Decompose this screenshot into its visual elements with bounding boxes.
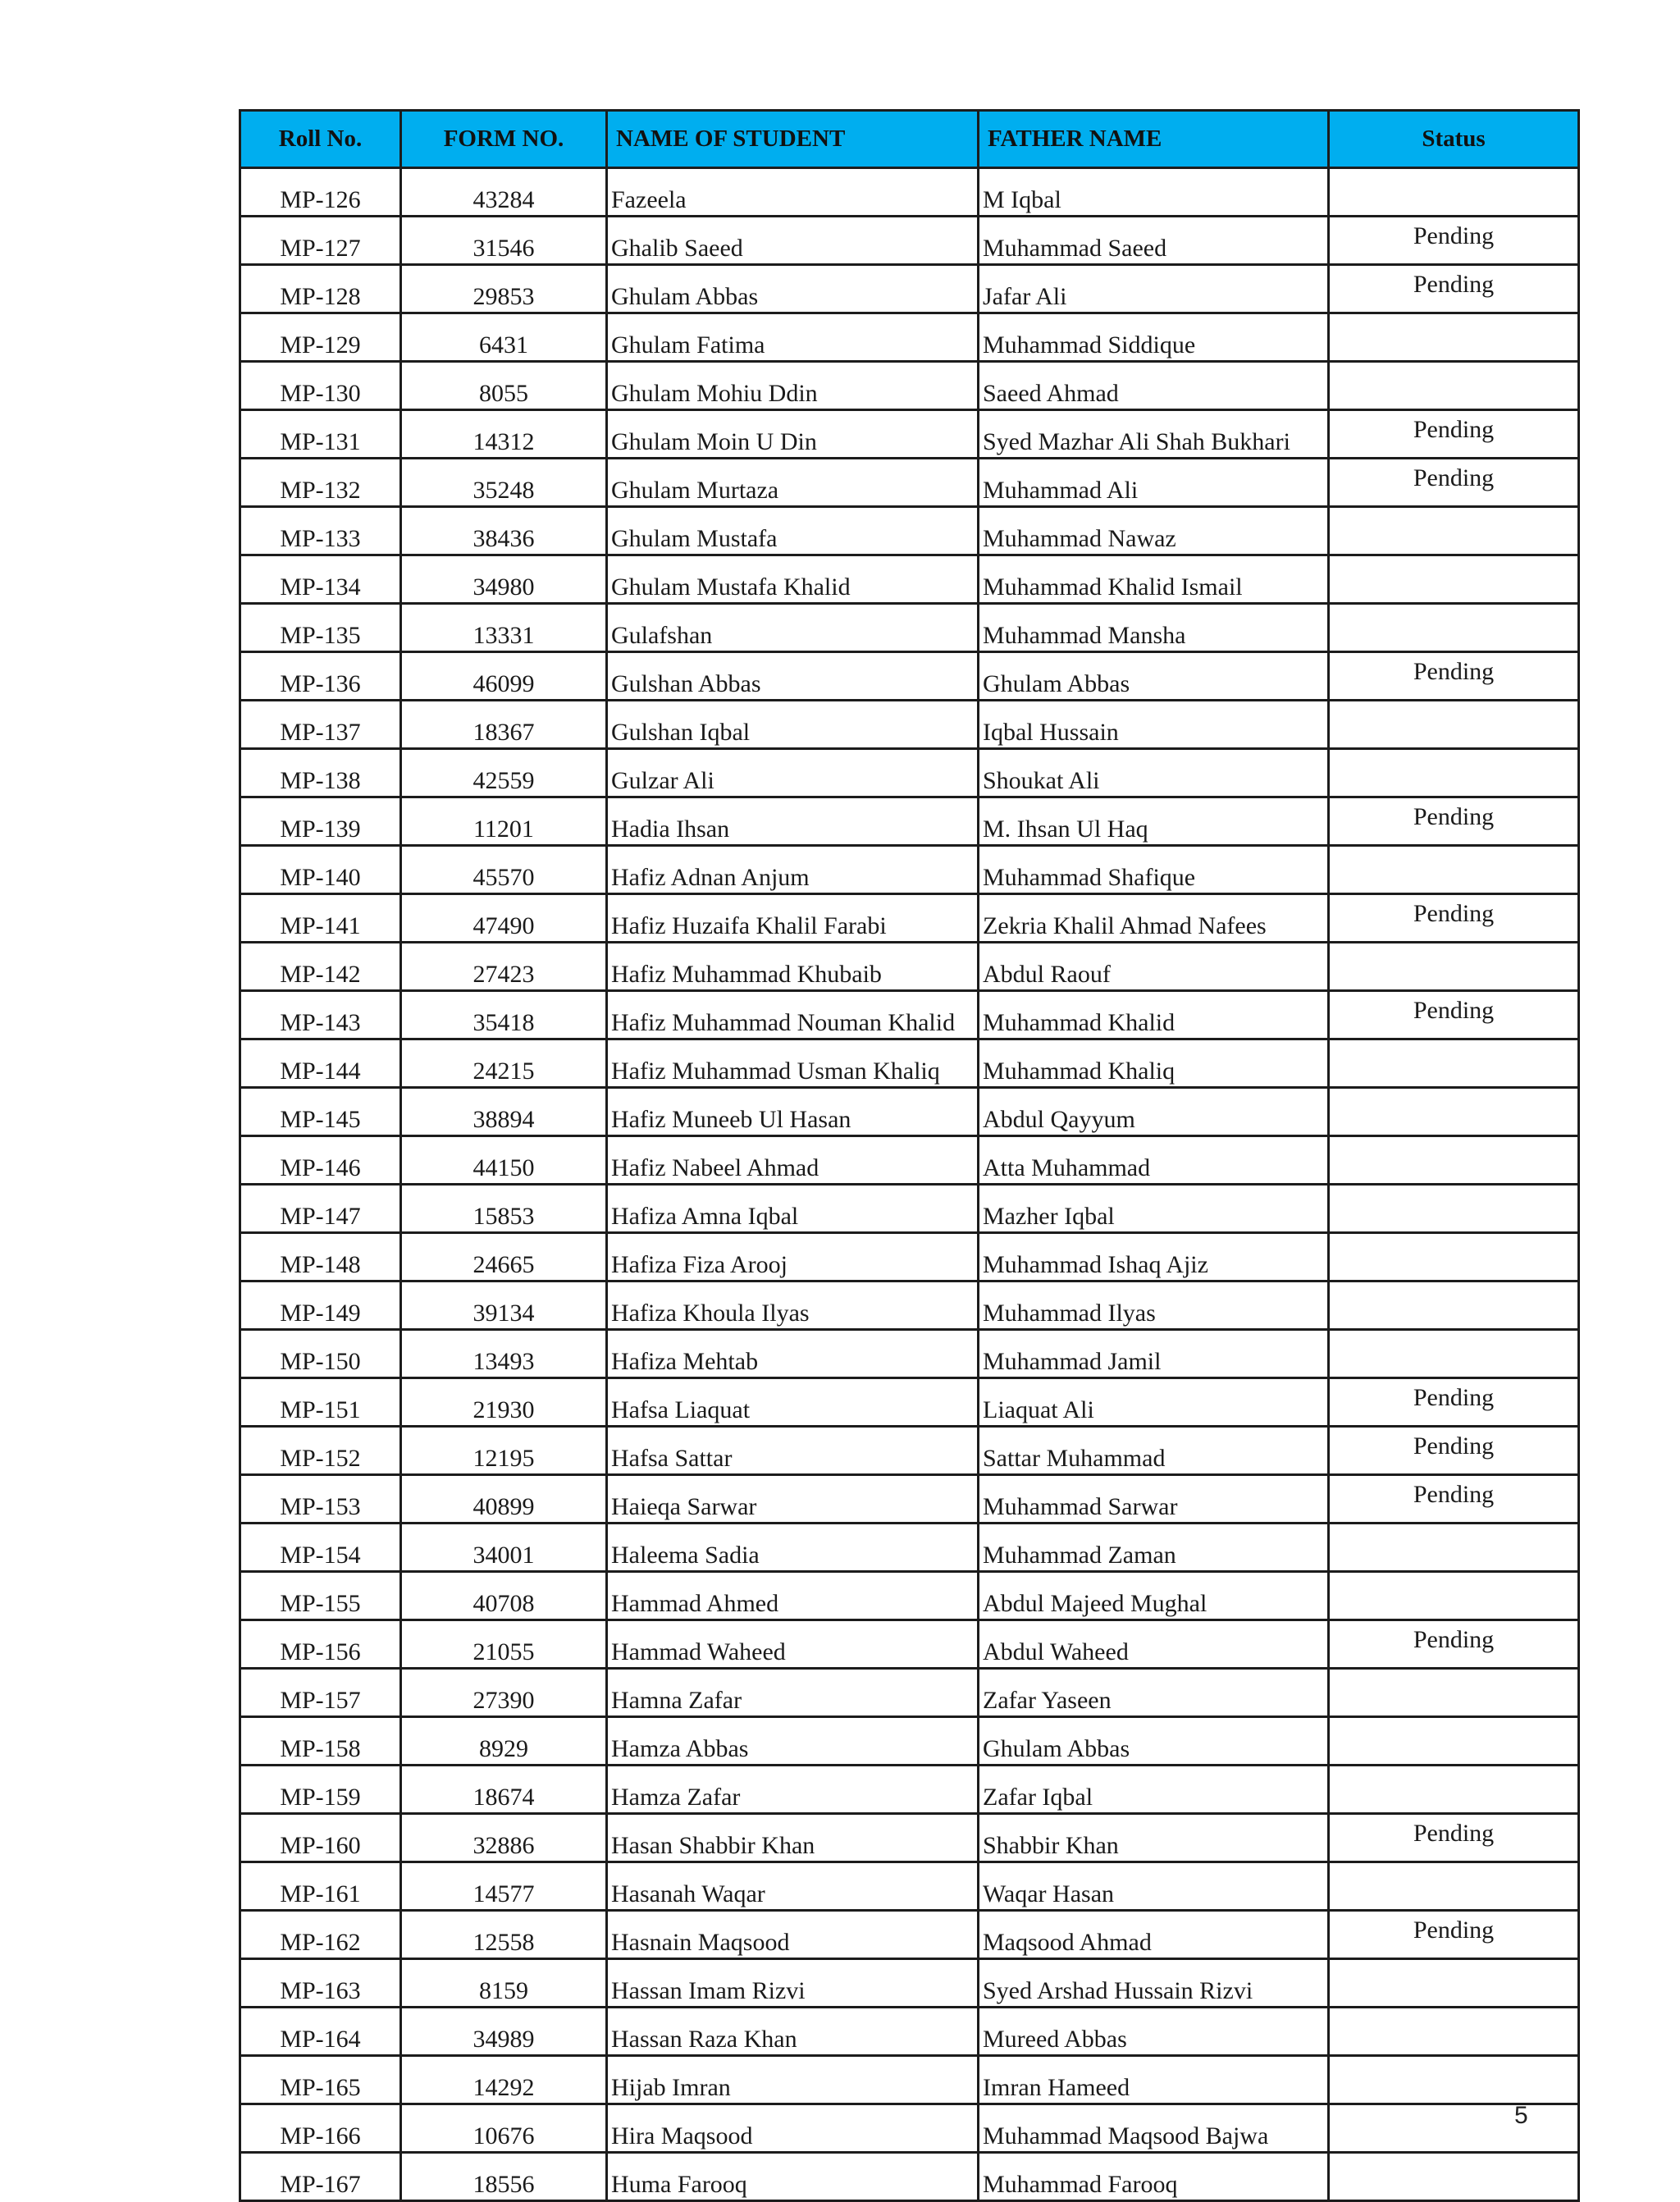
status-cell bbox=[1329, 1185, 1579, 1233]
roll-no-cell: MP-150 bbox=[240, 1330, 401, 1378]
status-cell: Pending bbox=[1329, 1378, 1579, 1427]
father-name-cell: Zafar Yaseen bbox=[979, 1669, 1329, 1717]
student-name-cell: Hadia Ihsan bbox=[607, 797, 979, 846]
status-cell bbox=[1329, 313, 1579, 362]
form-no-cell: 34980 bbox=[401, 555, 607, 604]
student-name-cell: Hafiza Mehtab bbox=[607, 1330, 979, 1378]
status-cell: Pending bbox=[1329, 410, 1579, 459]
status-cell bbox=[1329, 1136, 1579, 1185]
form-no-cell: 32886 bbox=[401, 1814, 607, 1862]
form-no-cell: 39134 bbox=[401, 1281, 607, 1330]
form-no-cell: 13493 bbox=[401, 1330, 607, 1378]
student-name-cell: Gulshan Abbas bbox=[607, 652, 979, 701]
student-name-cell: Hammad Waheed bbox=[607, 1620, 979, 1669]
student-name-cell: Ghulam Murtaza bbox=[607, 459, 979, 507]
status-cell: Pending bbox=[1329, 797, 1579, 846]
student-name-cell: Ghulam Fatima bbox=[607, 313, 979, 362]
roll-no-cell: MP-137 bbox=[240, 701, 401, 749]
father-name-cell: Zafar Iqbal bbox=[979, 1766, 1329, 1814]
form-no-cell: 45570 bbox=[401, 846, 607, 894]
roll-no-cell: MP-151 bbox=[240, 1378, 401, 1427]
roll-no-cell: MP-129 bbox=[240, 313, 401, 362]
father-name-cell: Muhammad Khalid bbox=[979, 991, 1329, 1039]
student-name-cell: Ghulam Mustafa Khalid bbox=[607, 555, 979, 604]
father-name-cell: Abdul Waheed bbox=[979, 1620, 1329, 1669]
table-row bbox=[240, 2056, 1579, 2104]
form-no-cell: 14577 bbox=[401, 1862, 607, 1911]
table-body bbox=[240, 168, 1579, 2201]
student-name-cell: Hijab Imran bbox=[607, 2056, 979, 2104]
father-name-cell: Sattar Muhammad bbox=[979, 1427, 1329, 1475]
table-row bbox=[240, 2008, 1579, 2056]
roll-no-cell: MP-143 bbox=[240, 991, 401, 1039]
header-roll-no: Roll No. bbox=[240, 111, 401, 168]
roll-no-cell: MP-130 bbox=[240, 362, 401, 410]
roll-no-cell: MP-141 bbox=[240, 894, 401, 943]
status-cell bbox=[1329, 1330, 1579, 1378]
roll-no-cell: MP-135 bbox=[240, 604, 401, 652]
form-no-cell: 40899 bbox=[401, 1475, 607, 1524]
table-row bbox=[240, 1959, 1579, 2008]
roll-no-cell: MP-156 bbox=[240, 1620, 401, 1669]
student-name-cell: Fazeela bbox=[607, 168, 979, 217]
form-no-cell: 13331 bbox=[401, 604, 607, 652]
form-no-cell: 34989 bbox=[401, 2008, 607, 2056]
student-name-cell: Hafiz Muhammad Khubaib bbox=[607, 943, 979, 991]
roll-no-cell: MP-159 bbox=[240, 1766, 401, 1814]
form-no-cell: 11201 bbox=[401, 797, 607, 846]
table-row bbox=[240, 507, 1579, 555]
father-name-cell: Muhammad Shafique bbox=[979, 846, 1329, 894]
table-row bbox=[240, 1572, 1579, 1620]
father-name-cell: Abdul Majeed Mughal bbox=[979, 1572, 1329, 1620]
table-row bbox=[240, 1039, 1579, 1088]
student-name-cell: Gulshan Iqbal bbox=[607, 701, 979, 749]
student-name-cell: Hasnain Maqsood bbox=[607, 1911, 979, 1959]
father-name-cell: Muhammad Maqsood Bajwa bbox=[979, 2104, 1329, 2153]
status-cell bbox=[1329, 943, 1579, 991]
student-name-cell: Ghulam Abbas bbox=[607, 265, 979, 313]
form-no-cell: 24665 bbox=[401, 1233, 607, 1281]
table-row bbox=[240, 1669, 1579, 1717]
status-cell bbox=[1329, 846, 1579, 894]
table-row bbox=[240, 846, 1579, 894]
header-father-name: FATHER NAME bbox=[979, 111, 1329, 168]
table-row bbox=[240, 797, 1579, 846]
status-cell: Pending bbox=[1329, 217, 1579, 265]
table-row bbox=[240, 555, 1579, 604]
father-name-cell: Iqbal Hussain bbox=[979, 701, 1329, 749]
status-cell: Pending bbox=[1329, 459, 1579, 507]
student-name-cell: Hafiz Muneeb Ul Hasan bbox=[607, 1088, 979, 1136]
status-cell bbox=[1329, 1572, 1579, 1620]
status-cell bbox=[1329, 1766, 1579, 1814]
student-name-cell: Hafiz Muhammad Usman Khaliq bbox=[607, 1039, 979, 1088]
table-header bbox=[240, 111, 1579, 168]
father-name-cell: Waqar Hasan bbox=[979, 1862, 1329, 1911]
form-no-cell: 18367 bbox=[401, 701, 607, 749]
roll-no-cell: MP-147 bbox=[240, 1185, 401, 1233]
father-name-cell: Imran Hameed bbox=[979, 2056, 1329, 2104]
roll-no-cell: MP-155 bbox=[240, 1572, 401, 1620]
form-no-cell: 18674 bbox=[401, 1766, 607, 1814]
form-no-cell: 18556 bbox=[401, 2153, 607, 2201]
father-name-cell: Shabbir Khan bbox=[979, 1814, 1329, 1862]
roll-no-cell: MP-132 bbox=[240, 459, 401, 507]
father-name-cell: Ghulam Abbas bbox=[979, 1717, 1329, 1766]
father-name-cell: Zekria Khalil Ahmad Nafees bbox=[979, 894, 1329, 943]
status-cell bbox=[1329, 1669, 1579, 1717]
form-no-cell: 8055 bbox=[401, 362, 607, 410]
table-row bbox=[240, 652, 1579, 701]
roll-no-cell: MP-154 bbox=[240, 1524, 401, 1572]
father-name-cell: Muhammad Farooq bbox=[979, 2153, 1329, 2201]
father-name-cell: Muhammad Saeed bbox=[979, 217, 1329, 265]
roll-no-cell: MP-128 bbox=[240, 265, 401, 313]
student-name-cell: Huma Farooq bbox=[607, 2153, 979, 2201]
student-name-cell: Hasanah Waqar bbox=[607, 1862, 979, 1911]
table-row bbox=[240, 168, 1579, 217]
table-row bbox=[240, 1766, 1579, 1814]
status-cell bbox=[1329, 1717, 1579, 1766]
roll-no-cell: MP-138 bbox=[240, 749, 401, 797]
status-cell bbox=[1329, 1233, 1579, 1281]
status-cell bbox=[1329, 1862, 1579, 1911]
roll-no-cell: MP-144 bbox=[240, 1039, 401, 1088]
form-no-cell: 12558 bbox=[401, 1911, 607, 1959]
table-row bbox=[240, 2104, 1579, 2153]
father-name-cell: Abdul Qayyum bbox=[979, 1088, 1329, 1136]
roll-no-cell: MP-167 bbox=[240, 2153, 401, 2201]
table-row bbox=[240, 459, 1579, 507]
father-name-cell: Maqsood Ahmad bbox=[979, 1911, 1329, 1959]
student-name-cell: Hafiz Nabeel Ahmad bbox=[607, 1136, 979, 1185]
student-name-cell: Haieqa Sarwar bbox=[607, 1475, 979, 1524]
roll-no-cell: MP-161 bbox=[240, 1862, 401, 1911]
father-name-cell: Syed Arshad Hussain Rizvi bbox=[979, 1959, 1329, 2008]
roll-no-cell: MP-126 bbox=[240, 168, 401, 217]
status-cell bbox=[1329, 507, 1579, 555]
student-name-cell: Gulafshan bbox=[607, 604, 979, 652]
status-cell: Pending bbox=[1329, 1427, 1579, 1475]
table-row bbox=[240, 1475, 1579, 1524]
roll-no-cell: MP-148 bbox=[240, 1233, 401, 1281]
table-row bbox=[240, 1281, 1579, 1330]
roll-no-cell: MP-152 bbox=[240, 1427, 401, 1475]
table-row bbox=[240, 604, 1579, 652]
form-no-cell: 15853 bbox=[401, 1185, 607, 1233]
form-no-cell: 21930 bbox=[401, 1378, 607, 1427]
status-cell bbox=[1329, 1959, 1579, 2008]
student-name-cell: Haleema Sadia bbox=[607, 1524, 979, 1572]
roll-no-cell: MP-142 bbox=[240, 943, 401, 991]
table-row bbox=[240, 991, 1579, 1039]
form-no-cell: 38436 bbox=[401, 507, 607, 555]
father-name-cell: Muhammad Ali bbox=[979, 459, 1329, 507]
status-cell bbox=[1329, 749, 1579, 797]
form-no-cell: 6431 bbox=[401, 313, 607, 362]
father-name-cell: Atta Muhammad bbox=[979, 1136, 1329, 1185]
table-row bbox=[240, 1524, 1579, 1572]
father-name-cell: Liaquat Ali bbox=[979, 1378, 1329, 1427]
student-name-cell: Hasan Shabbir Khan bbox=[607, 1814, 979, 1862]
header-student-name: NAME OF STUDENT bbox=[607, 111, 979, 168]
table-row bbox=[240, 1233, 1579, 1281]
header-row bbox=[240, 111, 1579, 168]
father-name-cell: M. Ihsan Ul Haq bbox=[979, 797, 1329, 846]
table-row bbox=[240, 1862, 1579, 1911]
status-cell bbox=[1329, 362, 1579, 410]
table-row bbox=[240, 894, 1579, 943]
student-name-cell: Hammad Ahmed bbox=[607, 1572, 979, 1620]
father-name-cell: Saeed Ahmad bbox=[979, 362, 1329, 410]
form-no-cell: 44150 bbox=[401, 1136, 607, 1185]
student-name-cell: Ghulam Mohiu Ddin bbox=[607, 362, 979, 410]
form-no-cell: 42559 bbox=[401, 749, 607, 797]
table-row bbox=[240, 1427, 1579, 1475]
form-no-cell: 34001 bbox=[401, 1524, 607, 1572]
student-name-cell: Hassan Imam Rizvi bbox=[607, 1959, 979, 2008]
table-row bbox=[240, 2153, 1579, 2201]
status-cell bbox=[1329, 2104, 1579, 2153]
table-row bbox=[240, 1088, 1579, 1136]
roll-no-cell: MP-162 bbox=[240, 1911, 401, 1959]
form-no-cell: 43284 bbox=[401, 168, 607, 217]
table-row bbox=[240, 1136, 1579, 1185]
roll-no-cell: MP-157 bbox=[240, 1669, 401, 1717]
status-cell bbox=[1329, 1524, 1579, 1572]
student-name-cell: Ghulam Mustafa bbox=[607, 507, 979, 555]
form-no-cell: 38894 bbox=[401, 1088, 607, 1136]
table-row bbox=[240, 1911, 1579, 1959]
form-no-cell: 27390 bbox=[401, 1669, 607, 1717]
status-cell bbox=[1329, 604, 1579, 652]
roll-no-cell: MP-163 bbox=[240, 1959, 401, 2008]
roll-no-cell: MP-160 bbox=[240, 1814, 401, 1862]
roll-no-cell: MP-139 bbox=[240, 797, 401, 846]
roll-no-cell: MP-136 bbox=[240, 652, 401, 701]
father-name-cell: Ghulam Abbas bbox=[979, 652, 1329, 701]
roll-no-cell: MP-134 bbox=[240, 555, 401, 604]
roll-no-cell: MP-158 bbox=[240, 1717, 401, 1766]
student-name-cell: Hafiz Muhammad Nouman Khalid bbox=[607, 991, 979, 1039]
status-cell bbox=[1329, 2008, 1579, 2056]
table-row bbox=[240, 749, 1579, 797]
status-cell bbox=[1329, 555, 1579, 604]
father-name-cell: Muhammad Khaliq bbox=[979, 1039, 1329, 1088]
page-number: 5 bbox=[1514, 2102, 1528, 2129]
father-name-cell: Muhammad Mansha bbox=[979, 604, 1329, 652]
form-no-cell: 47490 bbox=[401, 894, 607, 943]
form-no-cell: 14312 bbox=[401, 410, 607, 459]
form-no-cell: 46099 bbox=[401, 652, 607, 701]
table-row bbox=[240, 217, 1579, 265]
form-no-cell: 14292 bbox=[401, 2056, 607, 2104]
roll-no-cell: MP-127 bbox=[240, 217, 401, 265]
status-cell: Pending bbox=[1329, 1814, 1579, 1862]
status-cell: Pending bbox=[1329, 894, 1579, 943]
father-name-cell: Jafar Ali bbox=[979, 265, 1329, 313]
student-roll-table bbox=[239, 109, 1580, 2202]
form-no-cell: 27423 bbox=[401, 943, 607, 991]
status-cell: Pending bbox=[1329, 1475, 1579, 1524]
roll-no-cell: MP-145 bbox=[240, 1088, 401, 1136]
status-cell bbox=[1329, 1281, 1579, 1330]
student-name-cell: Hafiza Amna Iqbal bbox=[607, 1185, 979, 1233]
father-name-cell: Shoukat Ali bbox=[979, 749, 1329, 797]
table-row bbox=[240, 410, 1579, 459]
table-row bbox=[240, 1814, 1579, 1862]
form-no-cell: 24215 bbox=[401, 1039, 607, 1088]
status-cell bbox=[1329, 701, 1579, 749]
father-name-cell: M Iqbal bbox=[979, 168, 1329, 217]
status-cell bbox=[1329, 2153, 1579, 2201]
student-name-cell: Hafsa Liaquat bbox=[607, 1378, 979, 1427]
roll-no-cell: MP-131 bbox=[240, 410, 401, 459]
status-cell: Pending bbox=[1329, 265, 1579, 313]
student-name-cell: Hafiza Khoula Ilyas bbox=[607, 1281, 979, 1330]
student-name-cell: Hira Maqsood bbox=[607, 2104, 979, 2153]
form-no-cell: 35418 bbox=[401, 991, 607, 1039]
student-name-cell: Ghulam Moin U Din bbox=[607, 410, 979, 459]
father-name-cell: Mazher Iqbal bbox=[979, 1185, 1329, 1233]
roll-no-cell: MP-146 bbox=[240, 1136, 401, 1185]
status-cell: Pending bbox=[1329, 1911, 1579, 1959]
father-name-cell: Muhammad Zaman bbox=[979, 1524, 1329, 1572]
roll-no-cell: MP-153 bbox=[240, 1475, 401, 1524]
form-no-cell: 12195 bbox=[401, 1427, 607, 1475]
status-cell bbox=[1329, 1039, 1579, 1088]
roll-no-cell: MP-164 bbox=[240, 2008, 401, 2056]
table-row bbox=[240, 1330, 1579, 1378]
status-cell bbox=[1329, 2056, 1579, 2104]
form-no-cell: 35248 bbox=[401, 459, 607, 507]
father-name-cell: Syed Mazhar Ali Shah Bukhari bbox=[979, 410, 1329, 459]
status-cell: Pending bbox=[1329, 991, 1579, 1039]
roll-no-cell: MP-149 bbox=[240, 1281, 401, 1330]
roll-no-cell: MP-165 bbox=[240, 2056, 401, 2104]
table-row bbox=[240, 1378, 1579, 1427]
student-name-cell: Hafiz Adnan Anjum bbox=[607, 846, 979, 894]
table-row bbox=[240, 313, 1579, 362]
status-cell: Pending bbox=[1329, 1620, 1579, 1669]
status-cell bbox=[1329, 168, 1579, 217]
father-name-cell: Muhammad Ishaq Ajiz bbox=[979, 1233, 1329, 1281]
student-name-cell: Hassan Raza Khan bbox=[607, 2008, 979, 2056]
father-name-cell: Muhammad Siddique bbox=[979, 313, 1329, 362]
form-no-cell: 8159 bbox=[401, 1959, 607, 2008]
roll-no-cell: MP-133 bbox=[240, 507, 401, 555]
father-name-cell: Abdul Raouf bbox=[979, 943, 1329, 991]
father-name-cell: Muhammad Jamil bbox=[979, 1330, 1329, 1378]
form-no-cell: 21055 bbox=[401, 1620, 607, 1669]
table-row bbox=[240, 1620, 1579, 1669]
student-name-cell: Gulzar Ali bbox=[607, 749, 979, 797]
form-no-cell: 40708 bbox=[401, 1572, 607, 1620]
header-form-no: FORM NO. bbox=[401, 111, 607, 168]
father-name-cell: Muhammad Sarwar bbox=[979, 1475, 1329, 1524]
table-row bbox=[240, 701, 1579, 749]
form-no-cell: 31546 bbox=[401, 217, 607, 265]
student-name-cell: Hamza Zafar bbox=[607, 1766, 979, 1814]
table-row bbox=[240, 1185, 1579, 1233]
father-name-cell: Muhammad Nawaz bbox=[979, 507, 1329, 555]
student-name-cell: Hafiza Fiza Arooj bbox=[607, 1233, 979, 1281]
form-no-cell: 29853 bbox=[401, 265, 607, 313]
table-row bbox=[240, 943, 1579, 991]
table-row bbox=[240, 362, 1579, 410]
student-name-cell: Hamna Zafar bbox=[607, 1669, 979, 1717]
table-row bbox=[240, 265, 1579, 313]
father-name-cell: Muhammad Khalid Ismail bbox=[979, 555, 1329, 604]
student-name-cell: Hafsa Sattar bbox=[607, 1427, 979, 1475]
student-name-cell: Hafiz Huzaifa Khalil Farabi bbox=[607, 894, 979, 943]
header-status: Status bbox=[1329, 111, 1579, 168]
table-row bbox=[240, 1717, 1579, 1766]
status-cell: Pending bbox=[1329, 652, 1579, 701]
status-cell bbox=[1329, 1088, 1579, 1136]
form-no-cell: 8929 bbox=[401, 1717, 607, 1766]
father-name-cell: Muhammad Ilyas bbox=[979, 1281, 1329, 1330]
roll-no-cell: MP-140 bbox=[240, 846, 401, 894]
roll-no-cell: MP-166 bbox=[240, 2104, 401, 2153]
father-name-cell: Mureed Abbas bbox=[979, 2008, 1329, 2056]
form-no-cell: 10676 bbox=[401, 2104, 607, 2153]
student-name-cell: Hamza Abbas bbox=[607, 1717, 979, 1766]
student-name-cell: Ghalib Saeed bbox=[607, 217, 979, 265]
